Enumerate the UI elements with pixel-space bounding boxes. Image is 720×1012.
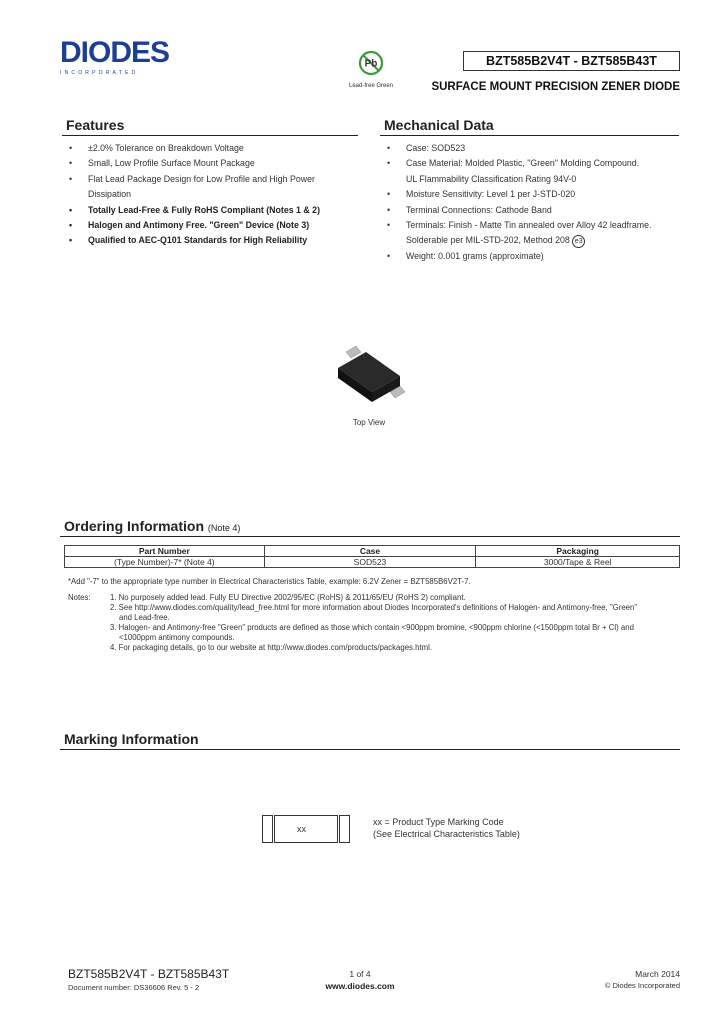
ordering-heading (60, 518, 680, 537)
marking-code: xx (297, 824, 306, 834)
features-title: Features (66, 117, 125, 133)
mechanical-item: • Case: SOD523 (384, 141, 680, 156)
feature-item: • Small, Low Profile Surface Mount Package (66, 156, 358, 171)
features-list (66, 141, 358, 249)
mechanical-item-continuation: UL Flammability Classification Rating 94V-0 (406, 173, 577, 184)
marking-legend-line: (See Electrical Characteristics Table) (373, 828, 520, 839)
mechanical-item: • Terminals: Finish - Matte Tin annealed over Alloy 42 leadframe. (384, 218, 680, 233)
note-item: 4. For packaging details, go to our website at http://www.diodes.com/products/packages.html. (110, 643, 433, 652)
note-item: 2. See http://www.diodes.com/quality/lead_free.html for more information about Diodes Incorporated's definitions of Halogen- and Antimony-free, "Green" (110, 603, 638, 612)
footer-part-range: BZT585B2V4T - BZT585B43T (68, 967, 230, 981)
logo-subtext: INCORPORATED (60, 70, 139, 76)
footer-date: March 2014 (635, 969, 680, 979)
part-range-title: BZT585B2V4T - BZT585B43T (463, 51, 680, 71)
e3-badge: e3 (572, 235, 585, 248)
mechanical-item: • Terminal Connections: Cathode Band (384, 203, 680, 218)
mechanical-heading (380, 117, 679, 136)
mechanical-item: • Weight: 0.001 grams (approximate) (384, 249, 680, 264)
table-header-row (65, 546, 680, 557)
table-cell: 3000/Tape & Reel (476, 557, 680, 568)
mechanical-title: Mechanical Data (384, 117, 494, 133)
marking-legend (373, 817, 520, 840)
column-header: Case (264, 546, 476, 557)
notes-label: Notes: (68, 593, 91, 602)
column-header: Part Number (65, 546, 265, 557)
table-row (65, 557, 680, 568)
product-subtitle: SURFACE MOUNT PRECISION ZENER DIODE (431, 81, 680, 93)
marking-heading (60, 731, 680, 750)
features-heading (62, 117, 358, 136)
marking-title: Marking Information (64, 731, 199, 747)
mechanical-item-continuation: Solderable per MIL-STD-202, Method 208 e3 (384, 233, 680, 248)
table-cell: (Type Number)-7* (Note 4) (65, 557, 265, 568)
ordering-table (64, 545, 680, 568)
cathode-band (262, 815, 273, 843)
mechanical-list (384, 141, 680, 264)
footer-website-link[interactable]: www.diodes.com (325, 981, 395, 991)
package-drawing (328, 340, 408, 410)
ordering-title: Ordering Information (64, 518, 204, 534)
note-item-continuation: and Lead-free. (119, 613, 170, 622)
feature-item-continuation: Dissipation (88, 189, 132, 200)
note-item: 3. Halogen- and Antimony-free "Green" products are defined as those which contain <900ppm bromine, <900ppm chlorine (<1500ppm total Br + Cl) and (110, 623, 634, 632)
anode-lead (339, 815, 350, 843)
notes-block (110, 593, 680, 653)
feature-item: • Halogen and Antimony Free. "Green" Device (Note 3) (66, 218, 358, 233)
column-header: Packaging (476, 546, 680, 557)
lead-free-icon (358, 50, 384, 76)
lead-free-badge (345, 50, 397, 90)
footer-doc-number: Document number: DS36606 Rev. 5 - 2 (68, 983, 200, 992)
note-item-continuation: <1000ppm antimony compounds. (119, 633, 235, 642)
logo-text: DIODES (60, 36, 170, 69)
ordering-footnote: *Add "-7" to the appropriate type number in Electrical Characteristics Table, example: 6.2V Zener = BZT585B6V2T-7. (68, 577, 471, 586)
feature-item: • Flat Lead Package Design for Low Profile and High Power (66, 172, 358, 187)
feature-item: • ±2.0% Tolerance on Breakdown Voltage (66, 141, 358, 156)
note-item: 1. No purposely added lead. Fully EU Directive 2002/95/EC (RoHS) & 2011/65/EU (RoHS 2) compliant. (110, 593, 466, 602)
pb-symbol: Pb (364, 58, 378, 70)
sod523-package-image (328, 340, 408, 410)
lead-free-caption: Lead-free Green (348, 83, 394, 89)
footer-copyright: © Diodes Incorporated (604, 981, 680, 990)
mechanical-item: • Moisture Sensitivity: Level 1 per J-STD-020 (384, 187, 680, 202)
package-caption: Top View (352, 418, 386, 427)
marking-diagram (262, 815, 350, 843)
feature-item: • Qualified to AEC-Q101 Standards for High Reliability (66, 233, 358, 248)
diodes-logo (60, 38, 210, 80)
mechanical-item: • Case Material: Molded Plastic, "Green" Molding Compound. (384, 156, 680, 171)
footer-page-number: 1 of 4 (349, 969, 371, 979)
feature-item: • Totally Lead-Free & Fully RoHS Compliant (Notes 1 & 2) (66, 203, 358, 218)
marking-legend-line: xx = Product Type Marking Code (373, 817, 504, 827)
ordering-note-ref: (Note 4) (207, 523, 241, 533)
table-cell: SOD523 (264, 557, 476, 568)
package-body (274, 815, 338, 843)
